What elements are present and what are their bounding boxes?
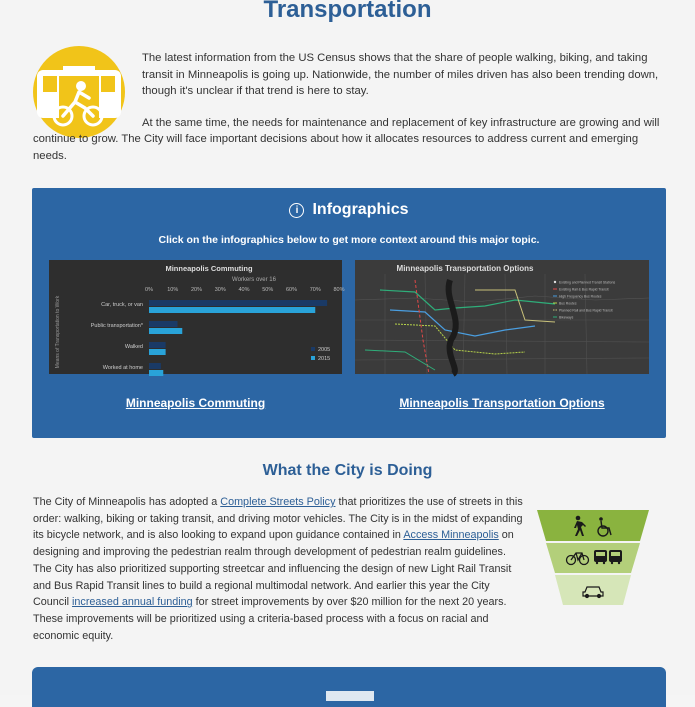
commuting-chart [49,260,345,374]
x-tick-label: 80% [333,287,345,293]
info-icon: i [289,203,304,218]
chart-ylabel: Means of Transportation to Work [55,295,61,369]
bar-2005 [149,342,166,348]
infographics-panel [32,188,666,438]
bar-2005 [149,321,178,327]
legend-label-2005: 2005 [318,347,331,353]
commuting-infographic-thumbnail[interactable] [49,260,345,374]
transportation-options-link[interactable]: Minneapolis Transportation Options [399,396,605,410]
intro-paragraph-2: At the same time, the needs for maintenance and replacement of key infrastructure are growing and will continue to grow. The City will face important decisions about how it allocates resources to address current and emerging needs. [33,116,660,162]
map-legend-4: Bus Routes [559,301,577,306]
intro-paragraph-1: The latest information from the US Census shows that the share of people walking, biking, and taking transit in Minneapolis is going up. Nationwide, the number of miles driven has also been trending down, though it's unclear if that trend is here to stay. [142,52,659,97]
category-label: Public transportation* [90,323,143,329]
infographics-heading: i Infographics [32,201,666,219]
category-label: Car, truck, or van [101,302,143,308]
transportation-map [355,260,649,374]
category-label: Walked [124,344,143,350]
map-title: Minneapolis Transportation Options [396,264,534,273]
chart-title: Minneapolis Commuting [165,264,253,273]
x-tick-label: 10% [167,287,179,293]
legend-swatch-2015 [311,356,315,360]
bar-2015 [149,328,182,334]
map-legend-6: Bikeways [559,315,574,320]
bar-2015 [149,349,166,355]
map-legend-5: Planned Rail and Bus Rapid Transit [559,308,613,313]
section-title: What the City is Doing [262,462,433,479]
x-tick-label: 40% [238,287,250,293]
infographics-subheading: Click on the infographics below to get more context around this major topic. [158,234,540,246]
increased-funding-link[interactable]: increased annual funding [72,596,193,609]
commuting-link[interactable]: Minneapolis Commuting [125,396,266,410]
x-tick-label: 30% [214,287,226,293]
x-tick-label: 60% [285,287,298,293]
map-legend-3: High Frequency Bus Routes [559,294,602,299]
intro-text [33,50,665,164]
map-legend-1: Existing and Planned Transit Stations [559,280,616,285]
x-tick-label: 20% [190,287,203,293]
x-tick-label: 0% [145,287,153,293]
category-label: Worked at home [102,365,143,371]
bar-2015 [149,307,315,313]
complete-streets-link[interactable]: Complete Streets Policy [220,496,336,508]
chart-subtitle: Workers over 16 [232,277,276,283]
x-tick-label: 50% [262,287,274,293]
x-tick-label: 70% [309,287,321,293]
legend-swatch-2005 [311,347,315,351]
city-doing-text: The City of Minneapolis has adopted a Complete Streets Policy that prioritizes the use of streets in this order: walking, biking or taking transit, and driving motor vehicles. The City is in the midst of expanding its bicycle network, and is also looking to expand upon guidance contained in Access Minneapolis on designing and improving the pedestrian realm through development of pedestrian realm guidelines. The City has also prioritized supporting streetcar and influencing the design of new Light Rail Transit and Bus Rapid Transit lines to build a regional multimodal network. And earlier this year the City Council increased annual funding for street improvements by over $20 million for the next 20 years. These improvements will be prioritized using a criteria-based process with a focus on racial and economic equity. [33,496,523,642]
page-title: Transportation [263,0,432,23]
modal-priority-pyramid [537,508,649,606]
transportation-map-thumbnail[interactable] [355,260,649,374]
bar-2005 [149,300,327,306]
next-section-heading-stub [326,691,374,701]
access-minneapolis-link[interactable]: Access Minneapolis [403,529,499,542]
bar-2005 [149,363,161,369]
legend-label-2015: 2015 [318,356,331,362]
next-section-panel [32,667,666,707]
bar-2015 [149,370,163,376]
map-legend-2: Existing Rail & Bus Rapid Transit [559,287,609,292]
